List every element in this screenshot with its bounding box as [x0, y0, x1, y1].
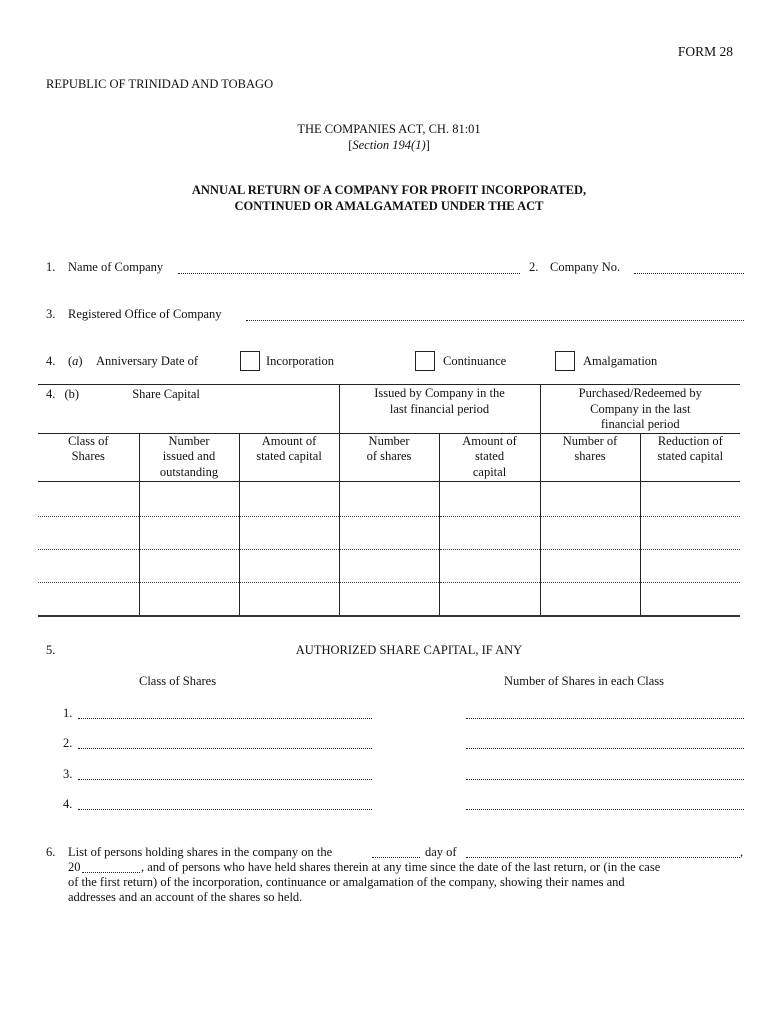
- form-title-line2: CONTINUED OR AMALGAMATED UNDER THE ACT: [234, 199, 544, 213]
- number-of-shares-field[interactable]: [466, 779, 744, 780]
- item5-number: 5.: [46, 643, 56, 657]
- number-of-shares-field[interactable]: [466, 748, 744, 749]
- issued-group-header: Issued by Company in the last financial period: [339, 385, 540, 434]
- company-no-field[interactable]: [634, 273, 744, 274]
- table-cell[interactable]: [540, 516, 640, 549]
- holding-date-day-field[interactable]: [372, 857, 420, 858]
- table-cell[interactable]: [439, 582, 540, 616]
- table-cell[interactable]: [540, 582, 640, 616]
- table-row: [38, 516, 740, 549]
- form-number: FORM 28: [677, 44, 733, 59]
- continuance-checkbox[interactable]: [415, 351, 435, 371]
- col-issued-amount-stated-capital: Amount of stated capital: [439, 433, 540, 481]
- item6-text-b: day of: [425, 845, 457, 859]
- table-cell[interactable]: [640, 549, 740, 582]
- share-capital-header: 4. (b) Share Capital: [38, 385, 339, 434]
- republic-name: REPUBLIC OF TRINIDAD AND TOBAGO: [46, 77, 274, 91]
- number-of-shares-field[interactable]: [466, 718, 744, 719]
- company-no-label: Company No.: [550, 260, 621, 274]
- item1-number: 1.: [46, 260, 56, 274]
- table-cell[interactable]: [540, 549, 640, 582]
- form-title-line1: ANNUAL RETURN OF A COMPANY FOR PROFIT INCORPORATED,: [191, 183, 587, 197]
- table-cell[interactable]: [239, 516, 339, 549]
- col-amount-stated-capital: Amount of stated capital: [239, 433, 339, 481]
- number-of-shares-header: Number of Shares in each Class: [504, 674, 665, 688]
- number-of-shares-field[interactable]: [466, 809, 744, 810]
- table-cell[interactable]: [139, 549, 239, 582]
- table-cell[interactable]: [640, 516, 740, 549]
- item6-number: 6.: [46, 845, 56, 859]
- incorporation-label: Incorporation: [266, 354, 335, 368]
- class-of-shares-field[interactable]: [78, 748, 372, 749]
- table-row: [38, 481, 740, 516]
- amalgamation-checkbox[interactable]: [555, 351, 575, 371]
- table-cell[interactable]: [38, 582, 139, 616]
- name-of-company-field[interactable]: [178, 273, 520, 274]
- holding-date-month-field[interactable]: [466, 857, 740, 858]
- col-reduction-stated-capital: Reduction of stated capital: [640, 433, 740, 481]
- table-cell[interactable]: [640, 582, 740, 616]
- class-of-shares-field[interactable]: [78, 779, 372, 780]
- table-cell[interactable]: [439, 549, 540, 582]
- holding-date-year-field[interactable]: [82, 872, 140, 873]
- authorized-line-number: 2.: [63, 736, 73, 750]
- table-cell[interactable]: [139, 481, 239, 516]
- continuance-label: Continuance: [443, 354, 507, 368]
- item6-text-g: addresses and an account of the shares so held.: [68, 890, 303, 904]
- table-cell[interactable]: [439, 481, 540, 516]
- item6-text-c: ,: [740, 845, 744, 859]
- authorized-title: AUTHORIZED SHARE CAPITAL, IF ANY: [295, 643, 523, 657]
- class-of-shares-field[interactable]: [78, 809, 372, 810]
- item6-text-d: 20: [68, 860, 81, 874]
- purchased-group-header: Purchased/Redeemed by Company in the last financial period: [540, 385, 740, 434]
- table-cell[interactable]: [139, 582, 239, 616]
- table-row: [38, 549, 740, 582]
- authorized-line-number: 4.: [63, 797, 73, 811]
- registered-office-label: Registered Office of Company: [68, 307, 222, 321]
- col-issued-number-of-shares: Number of shares: [339, 433, 439, 481]
- authorized-line-number: 1.: [63, 706, 73, 720]
- table-cell[interactable]: [38, 516, 139, 549]
- table-cell[interactable]: [139, 516, 239, 549]
- item6-text-f: of the first return) of the incorporation, continuance or amalgamation of the company, showing their names and: [68, 875, 625, 889]
- section-ref: [Section 194(1)]: [348, 138, 430, 152]
- col-number-issued: Number issued and outstanding: [139, 433, 239, 481]
- item3-number: 3.: [46, 307, 56, 321]
- table-cell[interactable]: [38, 481, 139, 516]
- table-cell[interactable]: [38, 549, 139, 582]
- amalgamation-label: Amalgamation: [583, 354, 658, 368]
- share-capital-table: [38, 384, 740, 617]
- table-cell[interactable]: [339, 582, 439, 616]
- col-purchased-number-of-shares: Number of shares: [540, 433, 640, 481]
- table-cell[interactable]: [239, 481, 339, 516]
- table-cell[interactable]: [339, 516, 439, 549]
- table-cell[interactable]: [339, 549, 439, 582]
- table-cell[interactable]: [540, 481, 640, 516]
- registered-office-field[interactable]: [246, 320, 744, 321]
- anniversary-date-label: Anniversary Date of: [96, 354, 199, 368]
- name-of-company-label: Name of Company: [68, 260, 164, 274]
- col-class-of-shares: Class of Shares: [38, 433, 139, 481]
- item4a-letter: (a): [68, 354, 83, 368]
- incorporation-checkbox[interactable]: [240, 351, 260, 371]
- item6-text-a: List of persons holding shares in the company on the: [68, 845, 333, 859]
- table-row: [38, 582, 740, 616]
- item4a-number: 4.: [46, 354, 56, 368]
- class-of-shares-field[interactable]: [78, 718, 372, 719]
- table-cell[interactable]: [439, 516, 540, 549]
- authorized-line-number: 3.: [63, 767, 73, 781]
- act-title: THE COMPANIES ACT, CH. 81:01: [297, 122, 481, 136]
- item6-text-e: , and of persons who have held shares therein at any time since the date of the last return, or (in the case: [141, 860, 661, 874]
- table-cell[interactable]: [239, 549, 339, 582]
- class-of-shares-header: Class of Shares: [139, 674, 217, 688]
- item2-number: 2.: [529, 260, 539, 274]
- table-cell[interactable]: [239, 582, 339, 616]
- table-cell[interactable]: [640, 481, 740, 516]
- table-cell[interactable]: [339, 481, 439, 516]
